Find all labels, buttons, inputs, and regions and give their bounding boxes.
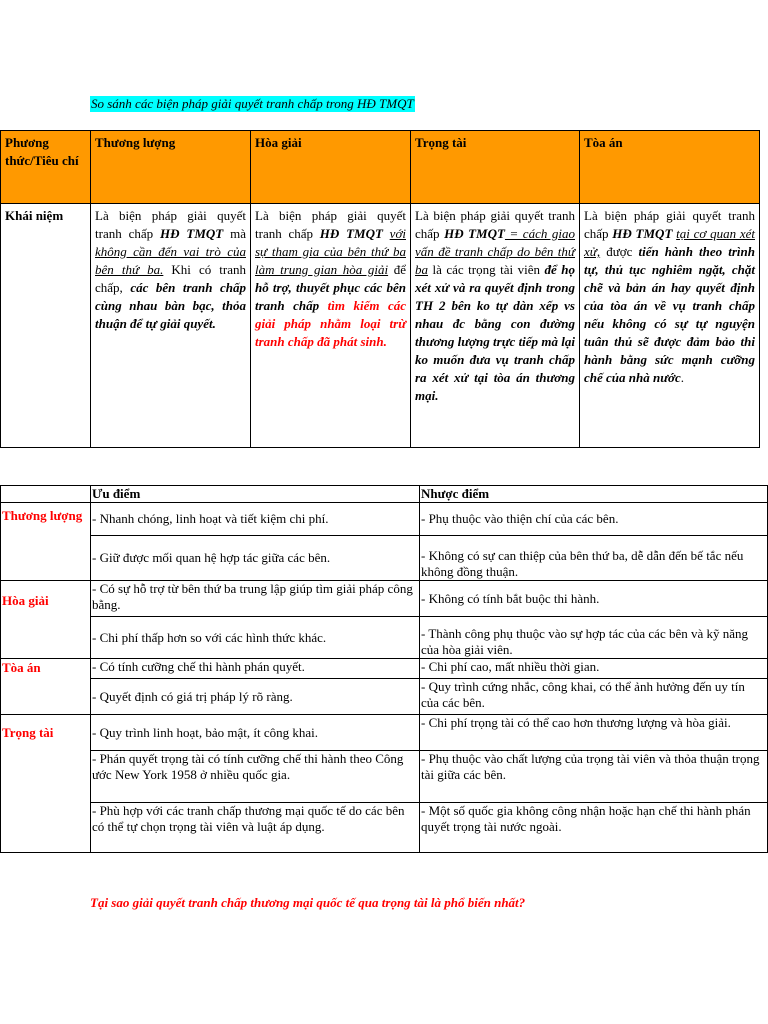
table-row	[1, 715, 768, 751]
method-toa-an: Tòa án	[1, 659, 91, 715]
table-row	[1, 659, 768, 679]
header-empty	[1, 486, 91, 503]
table-row	[1, 751, 768, 803]
advantage-item: - Phán quyết trọng tài có tính cưỡng chế thi hành theo Công ước New York 1958 ở nhiều quốc gia.	[91, 751, 420, 803]
concept-trong-tai: Là biện pháp giải quyết tranh chấp HĐ TMQT = cách giao vấn đề tranh chấp do bên thứ ba là các trọng tài viên để họ xét xử và ra quyết định trong TH 2 bên ko tự dàn xếp vs nhau đc bằng con đường thương lượng trực tiếp mà lại ko muốn đưa vụ tranh chấp ra xét xử tại tòa án thương mại.	[411, 204, 580, 448]
question-heading: Tại sao giải quyết tranh chấp thương mại quốc tế qua trọng tài là phổ biến nhất?	[90, 895, 526, 910]
header-disadvantages: Nhược điểm	[420, 486, 768, 503]
disadvantage-item: - Thành công phụ thuộc vào sự hợp tác của các bên và kỹ năng của hòa giải viên.	[420, 617, 768, 659]
advantage-item: - Có sự hỗ trợ từ bên thứ ba trung lập giúp tìm giải pháp công bằng.	[91, 581, 420, 617]
advantage-item: - Nhanh chóng, linh hoạt và tiết kiệm chi phí.	[91, 503, 420, 536]
header-criteria: Phương thức/Tiêu chí	[1, 131, 91, 204]
concept-toa-an: Là biện pháp giải quyết tranh chấp HĐ TMQT tại cơ quan xét xử, được tiến hành theo trình tự, thủ tục nghiêm ngặt, chặt chẽ và bản án hay quyết định của tòa án về vụ tranh chấp nếu không có sự tự nguyện tuân thủ sẽ được đảm bảo thi hành bằng sức mạnh cưỡng chế của nhà nước.	[580, 204, 760, 448]
comparison-table	[0, 130, 760, 448]
comparison-header-row	[1, 131, 760, 204]
concept-thuong-luong: Là biện pháp giải quyết tranh chấp HĐ TMQT mà không cần đến vai trò của bên thứ ba. Khi có tranh chấp, các bên tranh chấp cùng nhau bàn bạc, thỏa thuận để tự giải quyết.	[91, 204, 251, 448]
pros-cons-table	[0, 485, 768, 853]
pros-cons-header-row	[1, 486, 768, 503]
header-hoa-giai: Hòa giải	[251, 131, 411, 204]
disadvantage-item: - Chi phí cao, mất nhiều thời gian.	[420, 659, 768, 679]
header-toa-an: Tòa án	[580, 131, 760, 204]
table-row	[1, 617, 768, 659]
header-advantages: Ưu điểm	[91, 486, 420, 503]
disadvantage-item: - Chi phí trọng tài có thể cao hơn thương lượng và hòa giải.	[420, 715, 768, 751]
method-hoa-giai: Hòa giải	[1, 581, 91, 659]
advantage-item: - Có tính cưỡng chế thi hành phán quyết.	[91, 659, 420, 679]
disadvantage-item: - Quy trình cứng nhắc, công khai, có thể ảnh hưởng đến uy tín của các bên.	[420, 679, 768, 715]
header-trong-tai: Trọng tài	[411, 131, 580, 204]
advantage-item: - Giữ được mối quan hệ hợp tác giữa các bên.	[91, 536, 420, 581]
disadvantage-item: - Không có sự can thiệp của bên thứ ba, dễ dẫn đến bế tắc nếu không đồng thuận.	[420, 536, 768, 581]
table-row	[1, 536, 768, 581]
advantage-item: - Quy trình linh hoạt, bảo mật, ít công khai.	[91, 715, 420, 751]
concept-hoa-giai: Là biện pháp giải quyết tranh chấp HĐ TMQT với sự tham gia của bên thứ ba làm trung gian hòa giải để hỗ trợ, thuyết phục các bên tranh chấp tìm kiếm các giải pháp nhằm loại trừ tranh chấp đã phát sinh.	[251, 204, 411, 448]
table-row	[1, 581, 768, 617]
method-thuong-luong: Thương lượng	[1, 503, 91, 581]
advantage-item: - Quyết định có giá trị pháp lý rõ ràng.	[91, 679, 420, 715]
method-trong-tai: Trọng tài	[1, 715, 91, 853]
disadvantage-item: - Một số quốc gia không công nhận hoặc hạn chế thi hành phán quyết trọng tài nước ngoài.	[420, 803, 768, 853]
advantage-item: - Phù hợp với các tranh chấp thương mại quốc tế do các bên có thể tự chọn trọng tài viên và luật áp dụng.	[91, 803, 420, 853]
concept-row	[1, 204, 760, 448]
table-row	[1, 503, 768, 536]
page-title: So sánh các biện pháp giải quyết tranh chấp trong HĐ TMQT	[91, 96, 414, 111]
disadvantage-item: - Phụ thuộc vào chất lượng của trọng tài viên và thỏa thuận trọng tài giữa các bên.	[420, 751, 768, 803]
header-thuong-luong: Thương lượng	[91, 131, 251, 204]
disadvantage-item: - Phụ thuộc vào thiện chí của các bên.	[420, 503, 768, 536]
disadvantage-item: - Không có tính bắt buộc thi hành.	[420, 581, 768, 617]
table-row	[1, 679, 768, 715]
advantage-item: - Chi phí thấp hơn so với các hình thức khác.	[91, 617, 420, 659]
table-row	[1, 803, 768, 853]
row-label-concept: Khái niệm	[1, 204, 91, 448]
